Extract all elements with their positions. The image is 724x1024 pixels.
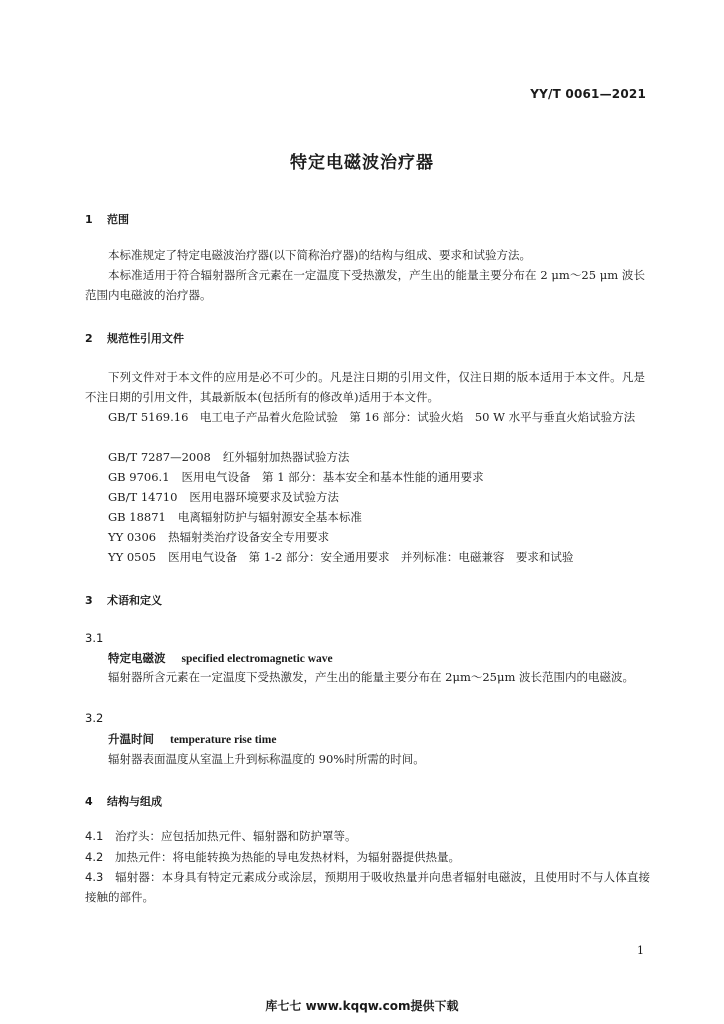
structure-item bbox=[85, 826, 650, 846]
normative-intro: 下列文件对于本文件的应用是必不可少的。凡是注日期的引用文件，仅注日期的版本适用于本文件。凡是不注日期的引用文件，其最新版本(包括所有的修改单)适用于本文件。 bbox=[85, 370, 645, 404]
item-text: 加热元件：将电能转换为热能的导电发热材料，为辐射器提供热量。 bbox=[115, 850, 460, 864]
reference-title: 电离辐射防护与辐射源安全基本标准 bbox=[177, 510, 362, 524]
section-1-heading bbox=[85, 211, 129, 227]
download-footer: 库七七 www.kqqw.com提供下载 bbox=[265, 999, 459, 1013]
section-title: 结构与组成 bbox=[107, 795, 162, 808]
section-2-heading bbox=[85, 330, 184, 346]
reference-code: YY 0505 bbox=[108, 550, 157, 564]
reference-item bbox=[108, 467, 484, 487]
section-title: 术语和定义 bbox=[107, 594, 162, 607]
reference-code: GB/T 7287—2008 bbox=[108, 450, 211, 464]
section-3-heading bbox=[85, 592, 162, 608]
structure-item bbox=[85, 847, 650, 867]
item-number: 4.2 bbox=[85, 850, 104, 864]
reference-title: 热辐射类治疗设备安全专用要求 bbox=[168, 530, 330, 544]
reference-item bbox=[108, 487, 339, 507]
section-4-heading bbox=[85, 793, 162, 809]
section-number: 2 bbox=[85, 332, 93, 345]
reference-title: 医用电器环境要求及试验方法 bbox=[189, 490, 339, 504]
reference-title: 电工电子产品着火危险试验 第 16 部分：试验火焰 50 W 水平与垂直火焰试验方法 bbox=[199, 410, 636, 424]
reference-code: GB 9706.1 bbox=[108, 470, 170, 484]
reference-title: 医用电气设备 第 1-2 部分：安全通用要求 并列标准：电磁兼容 要求和试验 bbox=[168, 550, 574, 564]
section-number: 3 bbox=[85, 594, 93, 607]
term-definition: 辐射器所含元素在一定温度下受热激发，产生出的能量主要分布在 2μm～25μm 波长范围内的电磁波。 bbox=[108, 670, 635, 684]
term-heading bbox=[108, 731, 276, 747]
reference-code: GB/T 5169.16 bbox=[108, 410, 189, 424]
reference-code: YY 0306 bbox=[108, 530, 157, 544]
scope-paragraph-2: 本标准适用于符合辐射器所含元素在一定温度下受热激发，产生出的能量主要分布在 2 μm～25 μm 波长范围内电磁波的治疗器。 bbox=[85, 268, 645, 302]
reference-item bbox=[108, 507, 362, 527]
term-heading bbox=[108, 650, 333, 666]
reference-item bbox=[85, 407, 645, 427]
item-text: 治疗头：应包括加热元件、辐射器和防护罩等。 bbox=[115, 829, 357, 843]
reference-code: GB 18871 bbox=[108, 510, 166, 524]
term-number: 3.2 bbox=[85, 711, 104, 725]
term-chinese: 特定电磁波 bbox=[108, 651, 166, 665]
reference-item bbox=[108, 527, 329, 547]
reference-item bbox=[108, 447, 349, 467]
scope-paragraph-1: 本标准规定了特定电磁波治疗器(以下简称治疗器)的结构与组成、要求和试验方法。 bbox=[108, 248, 531, 262]
document-title: 特定电磁波治疗器 bbox=[290, 153, 434, 173]
structure-item bbox=[85, 867, 650, 907]
term-english: temperature rise time bbox=[170, 734, 277, 746]
item-number: 4.1 bbox=[85, 829, 104, 843]
term-chinese: 升温时间 bbox=[108, 732, 154, 746]
reference-title: 红外辐射加热器试验方法 bbox=[222, 450, 350, 464]
section-title: 范围 bbox=[107, 213, 129, 226]
item-text: 辐射器：本身具有特定元素成分或涂层，预期用于吸收热量并向患者辐射电磁波，且使用时不与人体直接接触的部件。 bbox=[85, 870, 650, 904]
reference-code: GB/T 14710 bbox=[108, 490, 178, 504]
item-number: 4.3 bbox=[85, 870, 104, 884]
reference-title: 医用电气设备 第 1 部分：基本安全和基本性能的通用要求 bbox=[181, 470, 484, 484]
term-definition: 辐射器表面温度从室温上升到标称温度的 90%时所需的时间。 bbox=[108, 752, 425, 766]
page-number: 1 bbox=[637, 944, 644, 957]
section-number: 4 bbox=[85, 795, 93, 808]
term-english: specified electromagnetic wave bbox=[181, 653, 333, 665]
section-title: 规范性引用文件 bbox=[107, 332, 184, 345]
section-number: 1 bbox=[85, 213, 93, 226]
reference-item bbox=[108, 547, 573, 567]
term-number: 3.1 bbox=[85, 631, 104, 645]
standard-code: YY/T 0061—2021 bbox=[530, 87, 646, 101]
